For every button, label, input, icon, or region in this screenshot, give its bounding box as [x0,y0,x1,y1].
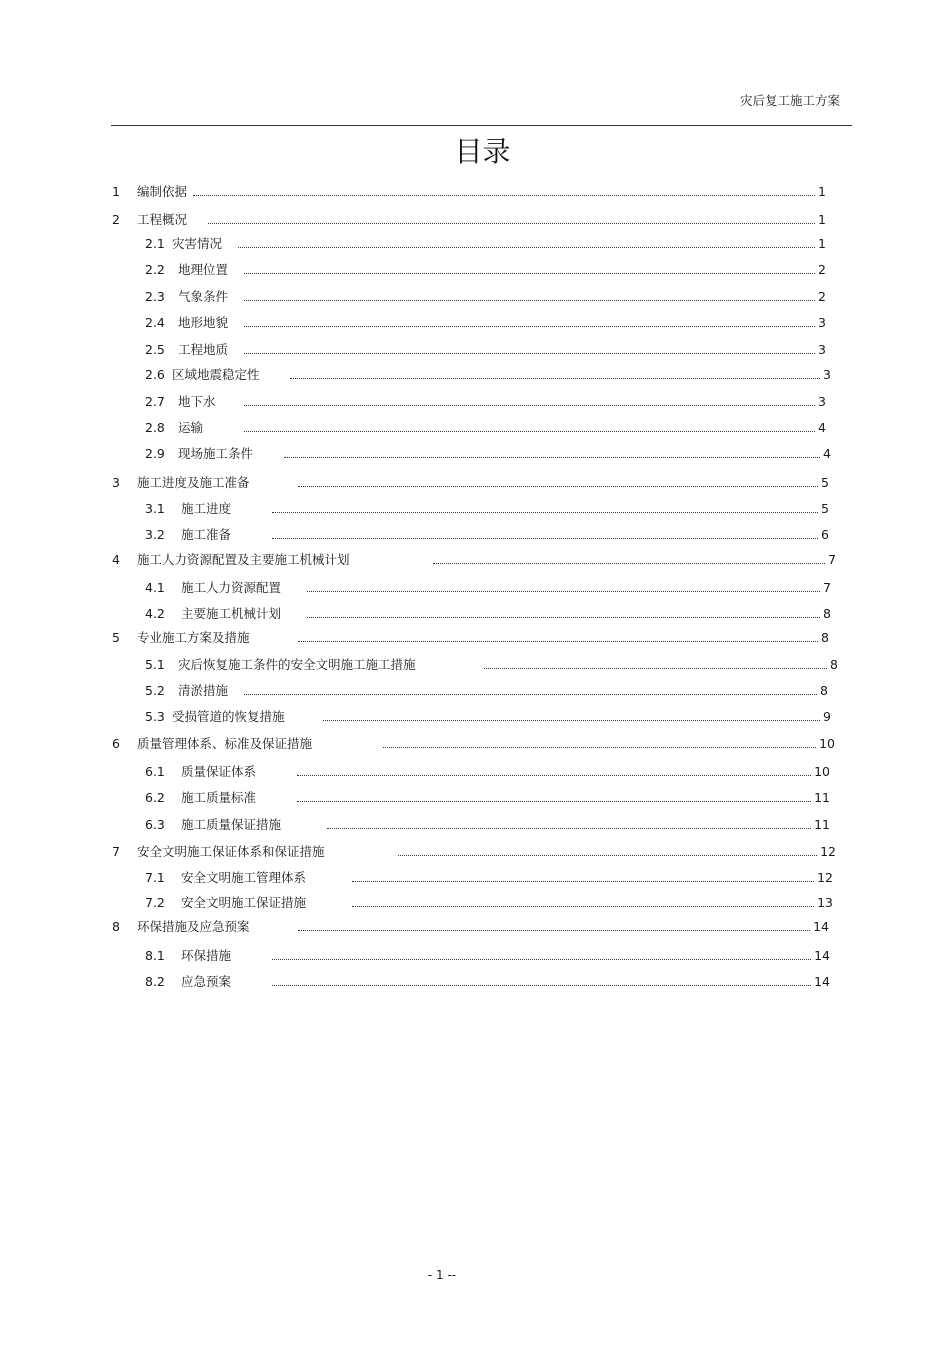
toc-page-number: 12 [820,844,836,859]
toc-number: 8.2 [145,974,165,989]
toc-number: 8.1 [145,948,165,963]
toc-entry-3-2[interactable] [145,525,829,543]
toc-page-number: 5 [821,501,829,516]
dot-leader [244,430,815,432]
toc-number: 3.1 [145,501,165,516]
dot-leader [298,485,818,487]
dot-leader [244,299,815,301]
toc-number: 5 [112,630,120,645]
toc-number: 2.2 [145,262,165,277]
toc-label: 地理位置 [178,262,229,277]
toc-label: 施工进度 [181,501,232,516]
toc-entry-2-5[interactable] [145,340,826,358]
toc-label: 施工质量标准 [181,790,257,805]
toc-entry-2-6[interactable] [145,365,831,383]
running-header: 灾后复工施工方案 [739,93,840,108]
toc-number: 4 [112,552,120,567]
toc-entry-8[interactable] [112,917,829,935]
toc-entry-4-2[interactable] [145,604,831,622]
toc-entry-8-1[interactable] [145,946,830,964]
toc-number: 6.3 [145,817,165,832]
dot-leader [323,719,820,721]
dot-leader [352,880,814,882]
toc-label: 施工准备 [181,527,232,542]
toc-page-number: 3 [818,394,826,409]
dot-leader [244,404,815,406]
toc-number: 7.2 [145,895,165,910]
toc-entry-2-3[interactable] [145,287,826,305]
toc-label: 质量管理体系、标准及保证措施 [137,736,313,751]
toc-number: 2.5 [145,342,165,357]
dot-leader [272,537,818,539]
toc-page-number: 12 [817,870,833,885]
toc-label: 安全文明施工保证措施 [181,895,307,910]
toc-entry-2-2[interactable] [145,260,826,278]
toc-entry-5[interactable] [112,628,829,646]
dot-leader [272,958,811,960]
toc-label: 地下水 [178,394,216,409]
toc-page-number: 8 [823,606,831,621]
toc-number: 5.1 [145,657,165,672]
toc-page-number: 11 [814,817,830,832]
toc-number: 6.1 [145,764,165,779]
dot-leader [193,194,815,196]
toc-page-number: 3 [818,315,826,330]
toc-entry-2-8[interactable] [145,418,826,436]
toc-label: 应急预案 [181,974,232,989]
toc-number: 2.1 [145,236,165,251]
toc-entry-5-1[interactable] [145,655,838,673]
dot-leader [272,984,811,986]
toc-number: 2 [112,212,120,227]
toc-page-number: 14 [813,919,829,934]
toc-entry-5-3[interactable] [145,707,831,725]
toc-page-number: 2 [818,262,826,277]
toc-number: 6 [112,736,120,751]
toc-label: 工程概况 [137,212,188,227]
toc-page-number: 2 [818,289,826,304]
toc-entry-1[interactable] [112,182,826,200]
toc-entry-7[interactable] [112,842,836,860]
toc-entry-3[interactable] [112,473,829,491]
toc-entry-4-1[interactable] [145,578,831,596]
toc-page-number: 7 [828,552,836,567]
toc-page-number: 5 [821,475,829,490]
toc-entry-2-1[interactable] [145,234,826,252]
toc-label: 现场施工条件 [178,446,254,461]
toc-number: 2.4 [145,315,165,330]
toc-label: 施工质量保证措施 [181,817,282,832]
toc-page-number: 1 [818,212,826,227]
toc-label: 安全文明施工保证体系和保证措施 [137,844,325,859]
toc-number: 2.3 [145,289,165,304]
toc-entry-6[interactable] [112,734,835,752]
toc-label: 环保措施及应急预案 [137,919,250,934]
dot-leader [297,774,811,776]
toc-label: 工程地质 [178,342,229,357]
toc-entry-7-2[interactable] [145,893,833,911]
dot-leader [433,562,825,564]
toc-label: 运输 [178,420,204,435]
toc-label: 灾害情况 [172,236,223,251]
toc-number: 3 [112,475,120,490]
toc-label: 受损管道的恢复措施 [172,709,285,724]
toc-number: 3.2 [145,527,165,542]
toc-number: 2.7 [145,394,165,409]
dot-leader [352,905,814,907]
toc-number: 7.1 [145,870,165,885]
toc-entry-5-2[interactable] [145,681,828,699]
toc-page-number: 10 [814,764,830,779]
dot-leader [238,246,815,248]
dot-leader [284,456,820,458]
toc-number: 5.2 [145,683,165,698]
toc-number: 5.3 [145,709,165,724]
toc-label: 安全文明施工管理体系 [181,870,307,885]
toc-number: 8 [112,919,120,934]
toc-page-number: 10 [819,736,835,751]
toc-number: 4.1 [145,580,165,595]
toc-label: 区域地震稳定性 [172,367,260,382]
toc-page-number: 8 [830,657,838,672]
toc-page-number: 13 [817,895,833,910]
toc-label: 质量保证体系 [181,764,257,779]
toc-entry-4[interactable] [112,550,836,568]
toc-title: 目录 [454,135,511,168]
toc-label: 清淤措施 [178,683,229,698]
toc-label: 施工进度及施工准备 [137,475,250,490]
toc-number: 6.2 [145,790,165,805]
dot-leader [244,325,815,327]
toc-page-number: 1 [818,236,826,251]
dot-leader [244,352,815,354]
toc-page-number: 14 [814,948,830,963]
toc-label: 主要施工机械计划 [181,606,282,621]
footer-page-number: - 1 -- [427,1268,457,1282]
toc-entry-6-3[interactable] [145,815,830,833]
toc-number: 2.6 [145,367,165,382]
toc-page-number: 1 [818,184,826,199]
toc-number: 2.9 [145,446,165,461]
toc-page-number: 8 [820,683,828,698]
toc-label: 环保措施 [181,948,232,963]
toc-page-number: 3 [818,342,826,357]
toc-entry-3-1[interactable] [145,499,829,517]
toc-number: 2.8 [145,420,165,435]
toc-entry-2-7[interactable] [145,392,826,410]
toc-label: 施工人力资源配置及主要施工机械计划 [137,552,350,567]
dot-leader [272,511,818,513]
toc-entry-2-4[interactable] [145,313,826,331]
toc-number: 7 [112,844,120,859]
toc-entry-6-1[interactable] [145,762,830,780]
toc-label: 气象条件 [178,289,229,304]
dot-leader [484,667,827,669]
dot-leader [383,746,816,748]
toc-page-number: 8 [821,630,829,645]
toc-label: 地形地貌 [178,315,229,330]
dot-leader [298,640,818,642]
dot-leader [290,377,820,379]
dot-leader [297,800,811,802]
toc-page-number: 9 [823,709,831,724]
toc-page-number: 7 [823,580,831,595]
toc-page-number: 3 [823,367,831,382]
toc-label: 灾后恢复施工条件的安全文明施工施工措施 [178,657,416,672]
toc-entry-2[interactable] [112,210,826,228]
toc-page-number: 14 [814,974,830,989]
toc-entry-8-2[interactable] [145,972,830,990]
toc-number: 4.2 [145,606,165,621]
dot-leader [307,590,820,592]
toc-page-number: 11 [814,790,830,805]
toc-number: 1 [112,184,120,199]
dot-leader [244,693,817,695]
toc-entry-2-9[interactable] [145,444,831,462]
toc-entry-6-2[interactable] [145,788,830,806]
dot-leader [398,854,817,856]
dot-leader [208,222,815,224]
dot-leader [298,929,810,931]
toc-page-number: 4 [823,446,831,461]
toc-label: 施工人力资源配置 [181,580,282,595]
toc-page-number: 6 [821,527,829,542]
dot-leader [307,616,820,618]
toc-label: 编制依据 [137,184,188,199]
toc-entry-7-1[interactable] [145,868,833,886]
dot-leader [244,272,815,274]
toc-label: 专业施工方案及措施 [137,630,250,645]
toc-page-number: 4 [818,420,826,435]
header-divider [111,125,852,126]
dot-leader [327,827,811,829]
